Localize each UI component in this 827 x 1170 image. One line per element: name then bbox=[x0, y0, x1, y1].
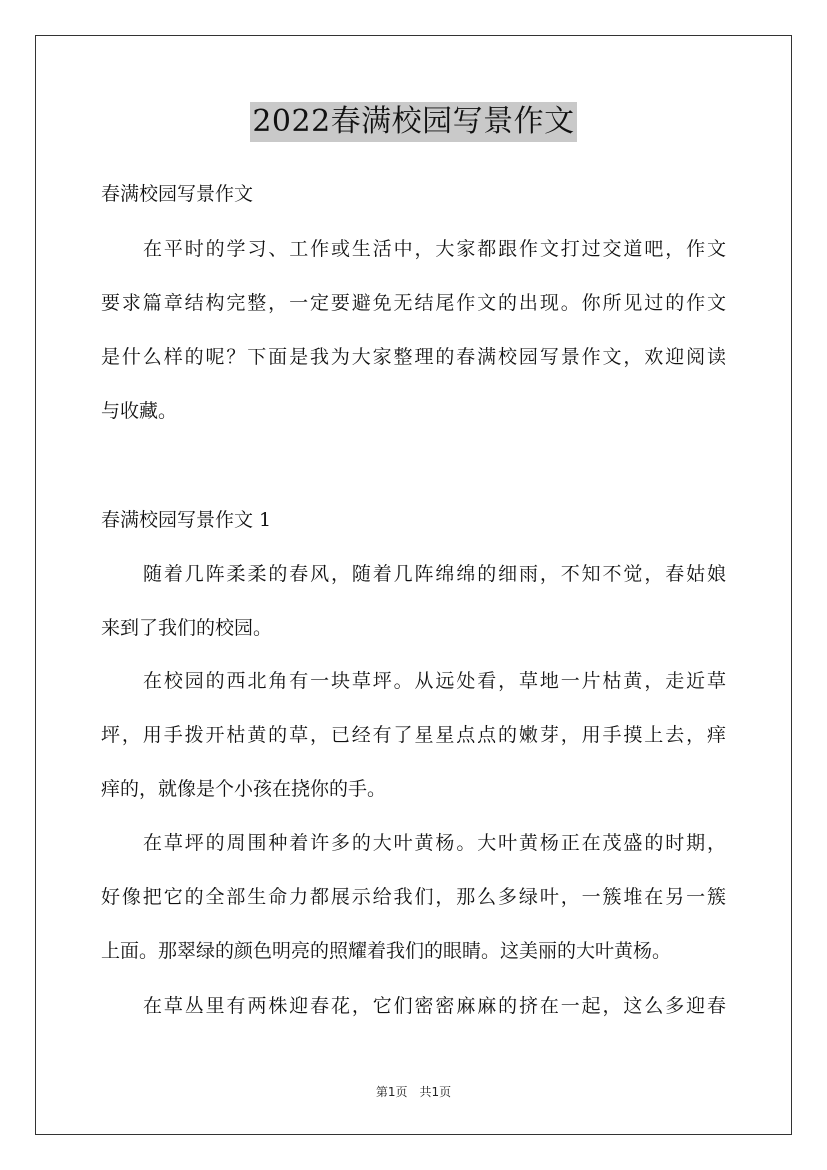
paragraph-line: 来到了我们的校园。 bbox=[101, 617, 273, 639]
intro-line: 是什么样的呢？下面是我为大家整理的春满校园写景作文，欢迎阅读 bbox=[101, 346, 726, 368]
document-title: 2022春满校园写景作文 bbox=[250, 102, 576, 142]
paragraph-line: 上面。那翠绿的颜色明亮的照耀着我们的眼睛。这美丽的大叶黄杨。 bbox=[101, 940, 672, 962]
title-container bbox=[0, 102, 827, 142]
paragraph-line: 在校园的西北角有一块草坪。从远处看，草地一片枯黄，走近草 bbox=[143, 670, 726, 692]
section-heading: 春满校园写景作文 1 bbox=[101, 509, 272, 531]
page-total: 共1页 bbox=[419, 1085, 452, 1099]
paragraph-line: 在草坪的周围种着许多的大叶黄杨。大叶黄杨正在茂盛的时期， bbox=[143, 832, 726, 854]
paragraph-line: 痒的，就像是个小孩在挠你的手。 bbox=[101, 778, 387, 800]
intro-line: 与收藏。 bbox=[101, 400, 178, 422]
paragraph-line: 好像把它的全部生命力都展示给我们，那么多绿叶，一簇堆在另一簇 bbox=[101, 886, 726, 908]
intro-line: 在平时的学习、工作或生活中，大家都跟作文打过交道吧，作文 bbox=[143, 238, 726, 260]
paragraph-line: 随着几阵柔柔的春风，随着几阵绵绵的细雨，不知不觉，春姑娘 bbox=[143, 563, 726, 585]
page-footer bbox=[0, 1084, 827, 1100]
paragraph-line: 在草丛里有两株迎春花，它们密密麻麻的挤在一起，这么多迎春 bbox=[143, 995, 726, 1017]
page-number: 第1页 bbox=[375, 1085, 408, 1099]
paragraph-line: 坪，用手拨开枯黄的草，已经有了星星点点的嫩芽，用手摸上去，痒 bbox=[101, 724, 726, 746]
intro-line: 要求篇章结构完整，一定要避免无结尾作文的出现。你所见过的作文 bbox=[101, 292, 726, 314]
document-subheading: 春满校园写景作文 bbox=[101, 183, 254, 205]
